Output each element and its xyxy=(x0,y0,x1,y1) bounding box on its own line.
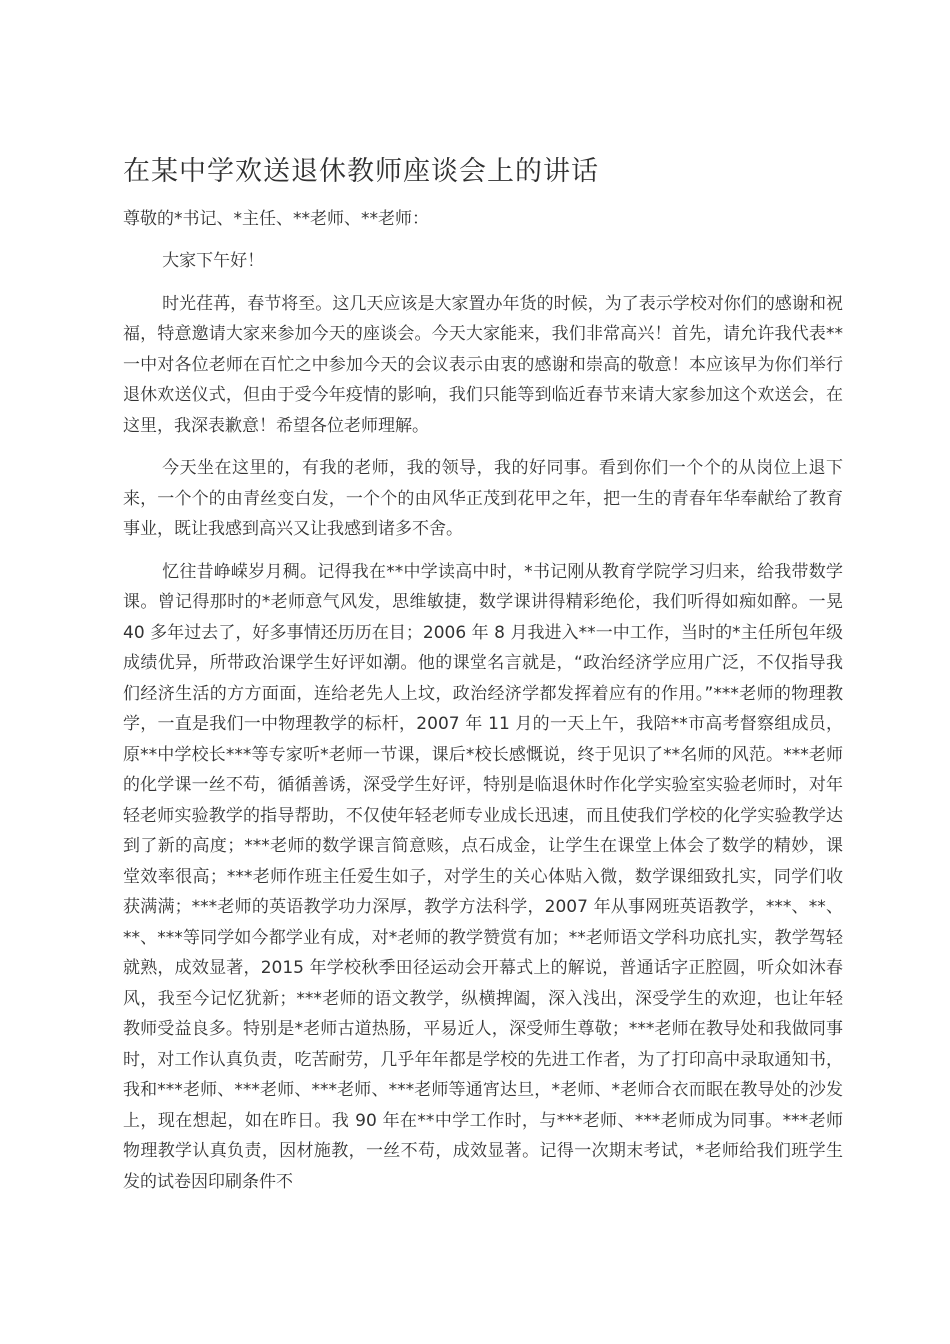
paragraph-memories: 忆往昔峥嵘岁月稠。记得我在**中学读高中时，*书记刚从教育学院学习归来，给我带数学课。曾记得那时的*老师意气风发，思维敏捷，数学课讲得精彩绝伦，我们听得如痴如醉。一晃 40 多年过去了，好多事情还历历在目；2006 年 8 月我进入**一中工作，当时的*主任所包年级成绩优异，所带政治课学生好评如潮。他的课堂名言就是，“政治经济学应用广泛，不仅指导我们经济生活的方方面面，连给老先人上坟，政治经济学都发挥着应有的作用。”***老师的物理教学，一直是我们一中物理教学的标杆，2007 年 11 月的一天上午，我陪**市高考督察组成员，原**中学校长***等专家听*老师一节课，课后*校长感慨说，终于见识了**名师的风范。***老师的化学课一丝不苟，循循善诱，深受学生好评，特别是临退休时作化学实验室实验老师时，对年轻老师实验教学的指导帮助，不仅使年轻老师专业成长迅速，而且使我们学校的化学实验教学达到了新的高度；***老师的数学课言简意赅，点石成金，让学生在课堂上体会了数学的精妙，课堂效率很高；***老师作班主任爱生如子，对学生的关心体贴入微，数学课细致扎实，同学们收获满满；***老师的英语教学功力深厚，教学方法科学，2007 年从事网班英语教学，***、**、**、***等同学如今都学业有成，对*老师的教学赞赏有加；**老师语文学科功底扎实，教学驾轻就熟，成效显著，2015 年学校秋季田径运动会开幕式上的解说，普通话字正腔圆，听众如沐春风，我至今记忆犹新；***老师的语文教学，纵横捭阖，深入浅出，深受学生的欢迎，也让年轻教师受益良多。特别是*老师古道热肠，平易近人，深受师生尊敬；***老师在教导处和我做同事时，对工作认真负责，吃苦耐劳，几乎年年都是学校的先进工作者，为了打印高中录取通知书，我和***老师、***老师、***老师、***老师等通宵达旦，*老师、*老师合衣而眠在教导处的沙发上，现在想起，如在昨日。我 90 年在**中学工作时，与***老师、***老师成为同事。***老师物理教学认真负责，因材施教，一丝不苟，成效显著。记得一次期末考试，*老师给我们班学生发的试卷因印刷条件不 xyxy=(123,561,843,1192)
paragraph-greeting: 大家下午好！ xyxy=(162,251,265,271)
salutation: 尊敬的*书记、*主任、**老师、**老师： xyxy=(123,209,429,229)
paragraph-colleagues: 今天坐在这里的，有我的老师，我的领导，我的好同事。看到你们一个个的从岗位上退下来，一个个的由青丝变白发，一个个的由风华正茂到花甲之年，把一生的青春年华奉献给了教育事业，既让我感到高兴又让我感到诸多不舍。 xyxy=(123,458,843,539)
page-title: 在某中学欢送退休教师座谈会上的讲话 xyxy=(123,156,599,187)
document-page xyxy=(123,150,843,1209)
paragraph-opening: 时光荏苒，春节将至。这几天应该是大家置办年货的时候，为了表示学校对你们的感谢和祝福，特意邀请大家来参加今天的座谈会。今天大家能来，我们非常高兴！首先，请允许我代表**一中对各位老师在百忙之中参加今天的会议表示由衷的感谢和崇高的敬意！本应该早为你们举行退休欢送仪式，但由于受今年疫情的影响，我们只能等到临近春节来请大家参加这个欢送会，在这里，我深表歉意！希望各位老师理解。 xyxy=(123,293,843,436)
